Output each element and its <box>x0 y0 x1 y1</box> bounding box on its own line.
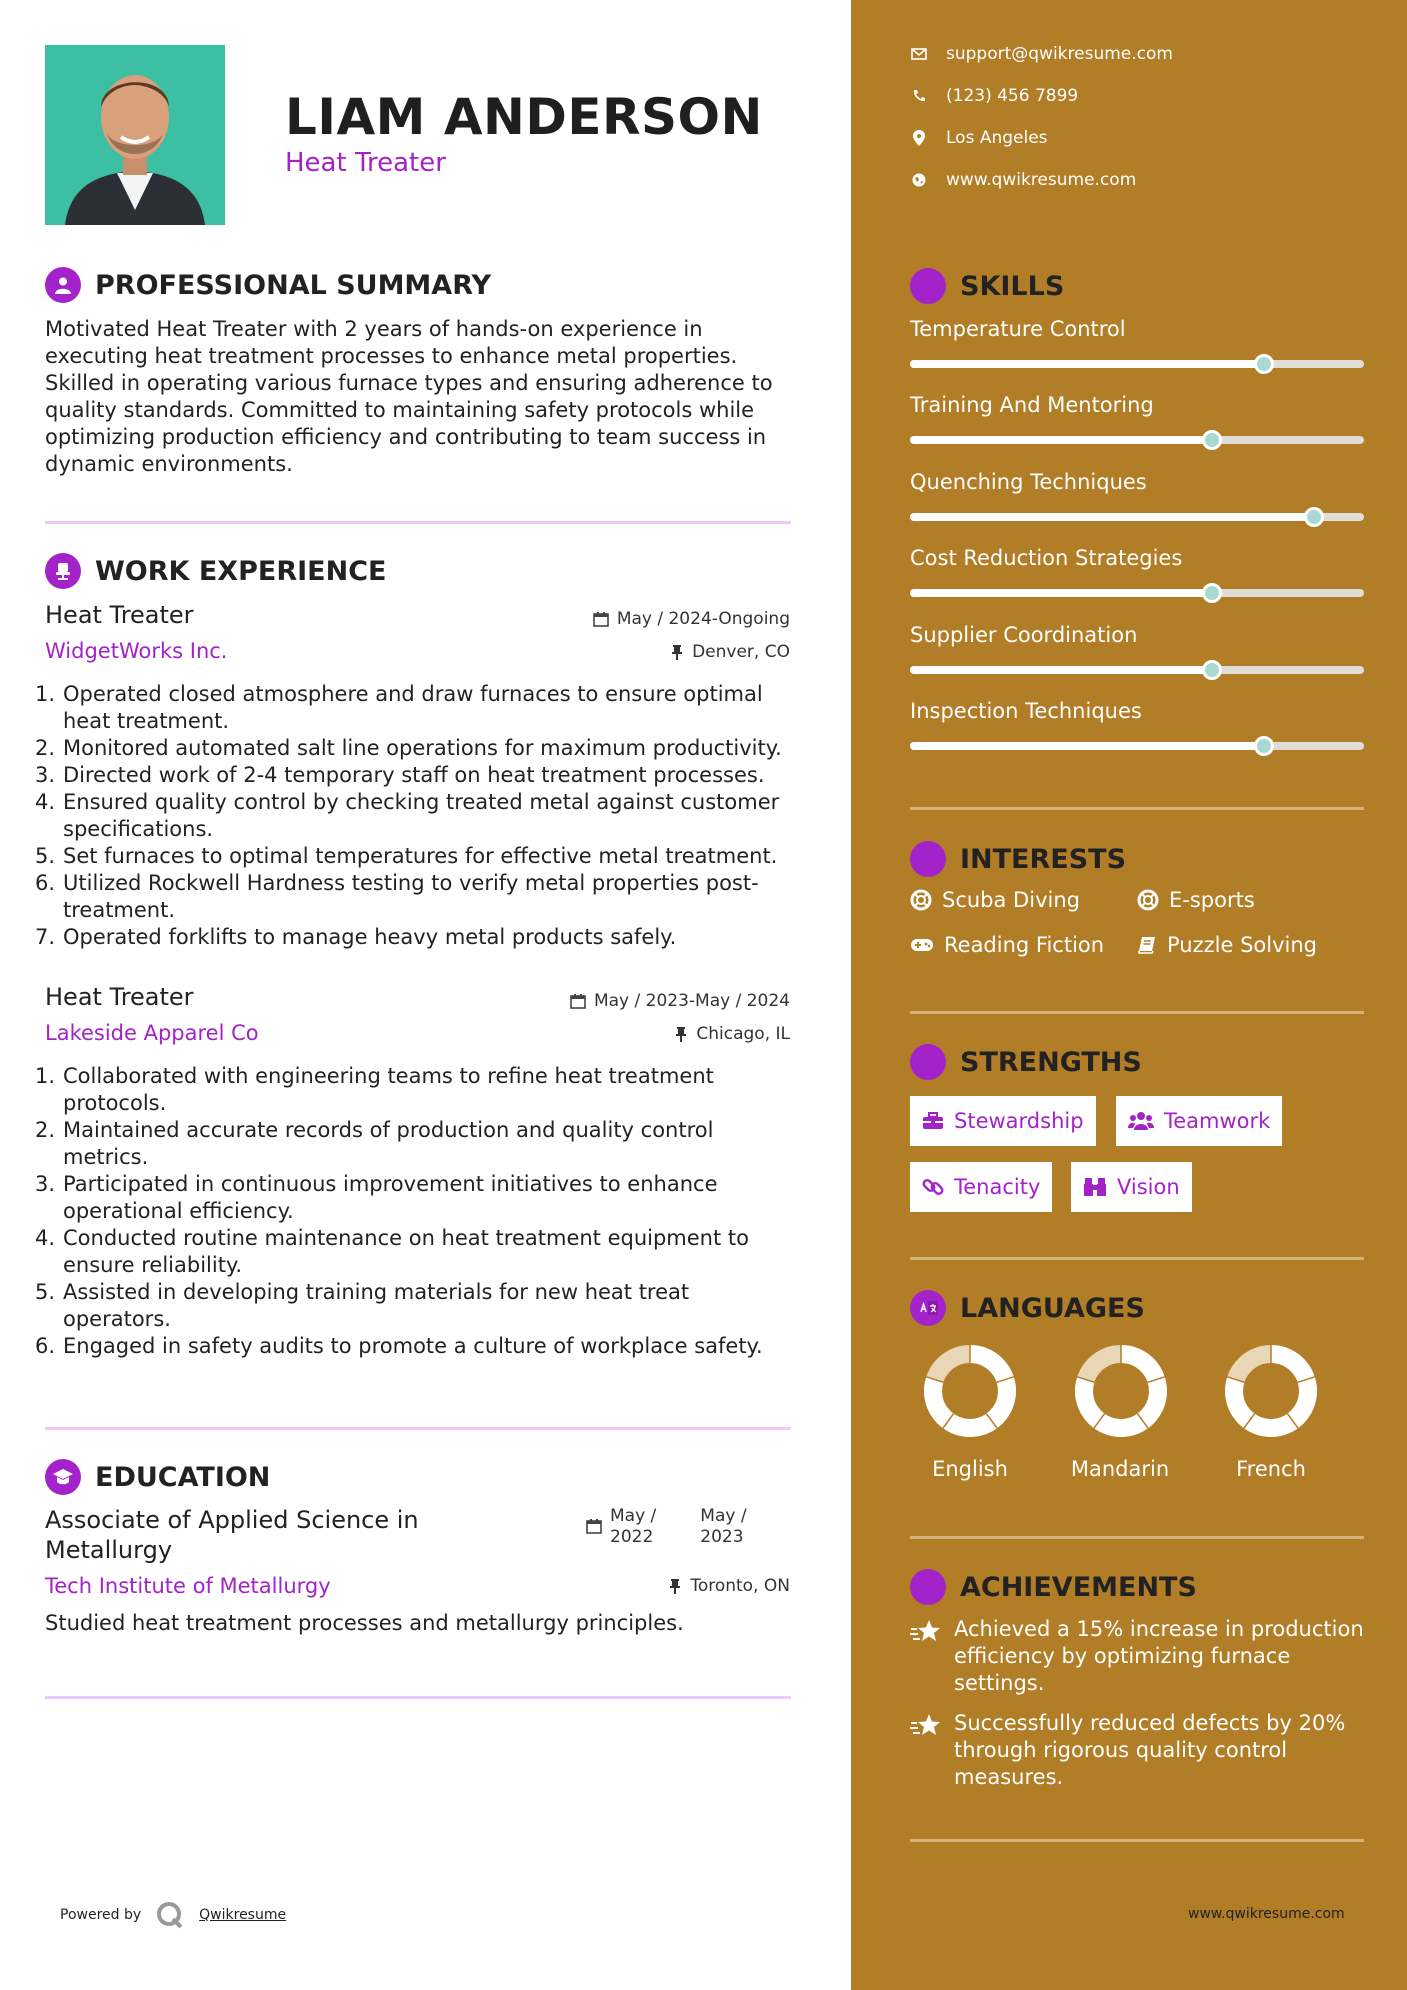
achievement-item: Achieved a 15% increase in production efficiency by optimizing furnace settings. <box>910 1616 1370 1697</box>
summary-title: PROFESSIONAL SUMMARY <box>95 269 492 301</box>
languages-title: LANGUAGES <box>960 1292 1145 1324</box>
section-divider <box>910 1257 1364 1260</box>
skill-level-fill <box>910 513 1314 521</box>
skill-level-knob <box>1304 507 1324 527</box>
list-item: 1. Operated closed atmosphere and draw furnaces to ensure optimal <box>35 682 763 706</box>
calendar-icon <box>593 611 609 627</box>
summary-heading <box>45 267 491 303</box>
company-name: WidgetWorks Inc. <box>45 639 228 663</box>
skill-level-bar <box>910 666 1364 674</box>
education-end: May / 2023 <box>700 1506 747 1547</box>
list-item: protocols. <box>63 1091 167 1115</box>
skill-level-fill <box>910 589 1212 597</box>
section-divider <box>45 521 791 524</box>
job-duties <box>35 681 815 951</box>
user-icon <box>45 267 81 303</box>
language-ring <box>926 1345 1013 1428</box>
section-divider <box>45 1696 791 1699</box>
skill-level-fill <box>910 360 1264 368</box>
pin-icon <box>674 1026 688 1042</box>
list-item: 4. Ensured quality control by checking treated metal against customer <box>35 790 780 814</box>
education-start: May / 2022 <box>610 1506 657 1547</box>
skill-level-bar <box>910 436 1364 444</box>
skill-level-bar <box>910 589 1364 597</box>
list-item: treatment. <box>63 898 176 922</box>
company-name: Lakeside Apparel Co <box>45 1021 259 1045</box>
list-item: 5. Set furnaces to optimal temperatures for effective metal treatment. <box>35 844 778 868</box>
experience-heading <box>45 553 386 589</box>
strength-tag: Vision <box>1071 1162 1192 1212</box>
interest-item: E-sports <box>1137 888 1255 912</box>
list-item: 3. Directed work of 2-4 temporary staff on heat treatment processes. <box>35 763 765 787</box>
map-marker-icon <box>910 130 928 146</box>
lifebuoy-icon <box>1137 889 1159 911</box>
star-icon <box>910 1619 942 1643</box>
language-label: Mandarin <box>1070 1457 1170 1481</box>
list-item: specifications. <box>63 817 214 841</box>
list-item: 2. Maintained accurate records of production and quality control <box>35 1118 714 1142</box>
star-icon <box>910 1713 942 1737</box>
gamepad-icon <box>910 937 934 953</box>
strengths-title: STRENGTHS <box>960 1046 1142 1078</box>
summary-text: Motivated Heat Treater with 2 years of hands-on experience in executing heat treatment processes to enhance metal properties. Skilled in operating various furnace types and ensuring adherence to quality standards. Committed to maintaining safety protocols while optimizing production efficiency and contributing to team success in dynamic environments. <box>45 317 773 476</box>
strengths-heading <box>910 1044 1142 1080</box>
calendar-icon <box>586 1518 602 1534</box>
list-item: 7. Operated forklifts to manage heavy metal products safely. <box>35 925 677 949</box>
section-divider <box>910 807 1364 810</box>
envelope-icon <box>910 48 928 60</box>
candidate-name: LIAM ANDERSON <box>285 88 763 146</box>
lifebuoy-icon <box>910 889 932 911</box>
education-location: Toronto, ON <box>668 1576 790 1596</box>
list-item: 6. Engaged in safety audits to promote a culture of workplace safety. <box>35 1334 763 1358</box>
education-description: Studied heat treatment processes and metallurgy principles. <box>45 1611 684 1635</box>
job-duties <box>35 1063 815 1360</box>
skill-level-fill <box>910 436 1212 444</box>
section-divider <box>910 1536 1364 1539</box>
candidate-role: Heat Treater <box>285 148 446 178</box>
section-divider <box>910 1839 1364 1842</box>
contact-email[interactable]: support@qwikresume.com <box>910 44 1173 64</box>
star-icon <box>910 1569 946 1605</box>
calendar-icon <box>570 993 586 1009</box>
footer-website[interactable]: www.qwikresume.com <box>1188 1906 1345 1922</box>
skill-level-fill <box>910 742 1264 750</box>
language-ring <box>1227 1345 1314 1428</box>
achievements-heading <box>910 1569 1197 1605</box>
strength-tag: Teamwork <box>1116 1096 1282 1146</box>
list-item: operators. <box>63 1307 171 1331</box>
profile-photo <box>45 45 225 225</box>
skills-heading <box>910 268 1064 304</box>
education-heading <box>45 1459 270 1495</box>
briefcase-icon <box>922 1111 944 1131</box>
skill-level-knob <box>1254 354 1274 374</box>
contact-location: Los Angeles <box>910 128 1048 148</box>
skill-level-knob <box>1202 660 1222 680</box>
skill-name: Cost Reduction Strategies <box>910 546 1183 571</box>
job-location: Denver, CO <box>670 642 790 662</box>
job-title: Heat Treater <box>45 983 194 1011</box>
section-divider <box>910 1011 1364 1014</box>
achievements-title: ACHIEVEMENTS <box>960 1571 1197 1603</box>
binoculars-icon <box>1083 1176 1107 1198</box>
school-name: Tech Institute of Metallurgy <box>45 1574 331 1598</box>
qwikresume-link[interactable]: Qwikresume <box>199 1907 287 1923</box>
contact-phone[interactable]: (123) 456 7899 <box>910 86 1078 106</box>
pin-icon <box>670 644 684 660</box>
skill-level-bar <box>910 360 1364 368</box>
list-item: ensure reliability. <box>63 1253 243 1277</box>
language-rings <box>851 1336 1407 1466</box>
skill-level-bar <box>910 742 1364 750</box>
fist-icon <box>910 1044 946 1080</box>
interest-item: Puzzle Solving <box>1137 933 1317 957</box>
skill-name: Supplier Coordination <box>910 622 1138 647</box>
list-item: 4. Conducted routine maintenance on heat treatment equipment to <box>35 1226 749 1250</box>
skill-name: Temperature Control <box>910 317 1126 341</box>
job-date: May / 2024-Ongoing <box>593 609 790 629</box>
job-location: Chicago, IL <box>674 1024 790 1044</box>
interests-heading <box>910 841 1126 877</box>
phone-icon <box>910 89 928 103</box>
education-title: EDUCATION <box>95 1461 271 1493</box>
lightbulb-icon <box>910 268 946 304</box>
list-item: 2. Monitored automated salt line operations for maximum productivity. <box>35 736 782 760</box>
paper-plane-icon <box>910 841 946 877</box>
skill-level-fill <box>910 666 1212 674</box>
list-item: 6. Utilized Rockwell Hardness testing to verify metal properties post- <box>35 871 759 895</box>
skill-name: Training And Mentoring <box>910 393 1154 418</box>
pin-icon <box>668 1578 682 1594</box>
globe-icon <box>910 173 928 187</box>
list-item: operational efficiency. <box>63 1199 294 1223</box>
section-divider <box>45 1427 791 1430</box>
qwikresume-logo-icon <box>155 1900 185 1930</box>
link-icon <box>922 1176 944 1198</box>
education-dates <box>586 1506 747 1548</box>
language-icon <box>910 1290 946 1326</box>
achievement-item: Successfully reduced defects by 20% through rigorous quality control measures. <box>910 1710 1370 1791</box>
skill-level-bar <box>910 513 1364 521</box>
job-date: May / 2023-May / 2024 <box>570 991 790 1011</box>
book-icon <box>1137 935 1157 955</box>
language-ring <box>1077 1345 1164 1428</box>
contact-website[interactable]: www.qwikresume.com <box>910 170 1136 190</box>
interest-item: Reading Fiction <box>910 933 1104 957</box>
chair-icon <box>45 553 81 589</box>
job-title: Heat Treater <box>45 601 194 629</box>
list-item: 1. Collaborated with engineering teams to refine heat treatment <box>35 1064 714 1088</box>
skill-level-knob <box>1202 583 1222 603</box>
list-item: 5. Assisted in developing training materials for new heat treat <box>35 1280 690 1304</box>
language-label: French <box>1236 1457 1306 1481</box>
powered-by <box>60 1900 286 1930</box>
language-label: English <box>932 1457 1008 1481</box>
powered-by-label: Powered by <box>60 1907 142 1923</box>
experience-title: WORK EXPERIENCE <box>95 555 387 587</box>
strength-tag: Stewardship <box>910 1096 1096 1146</box>
list-item: 3. Participated in continuous improvement initiatives to enhance <box>35 1172 718 1196</box>
interests-title: INTERESTS <box>960 843 1127 875</box>
skills-title: SKILLS <box>960 270 1065 302</box>
languages-heading <box>910 1290 1145 1326</box>
skill-name: Inspection Techniques <box>910 699 1142 723</box>
graduation-cap-icon <box>45 1459 81 1495</box>
interest-item: Scuba Diving <box>910 888 1080 912</box>
degree-name: Associate of Applied Science in Metallurgy <box>45 1506 419 1564</box>
skill-name: Quenching Techniques <box>910 469 1147 494</box>
skill-level-knob <box>1254 736 1274 756</box>
list-item: heat treatment. <box>63 709 230 733</box>
list-item: metrics. <box>63 1145 149 1169</box>
users-icon <box>1128 1111 1154 1131</box>
strength-tag: Tenacity <box>910 1162 1052 1212</box>
